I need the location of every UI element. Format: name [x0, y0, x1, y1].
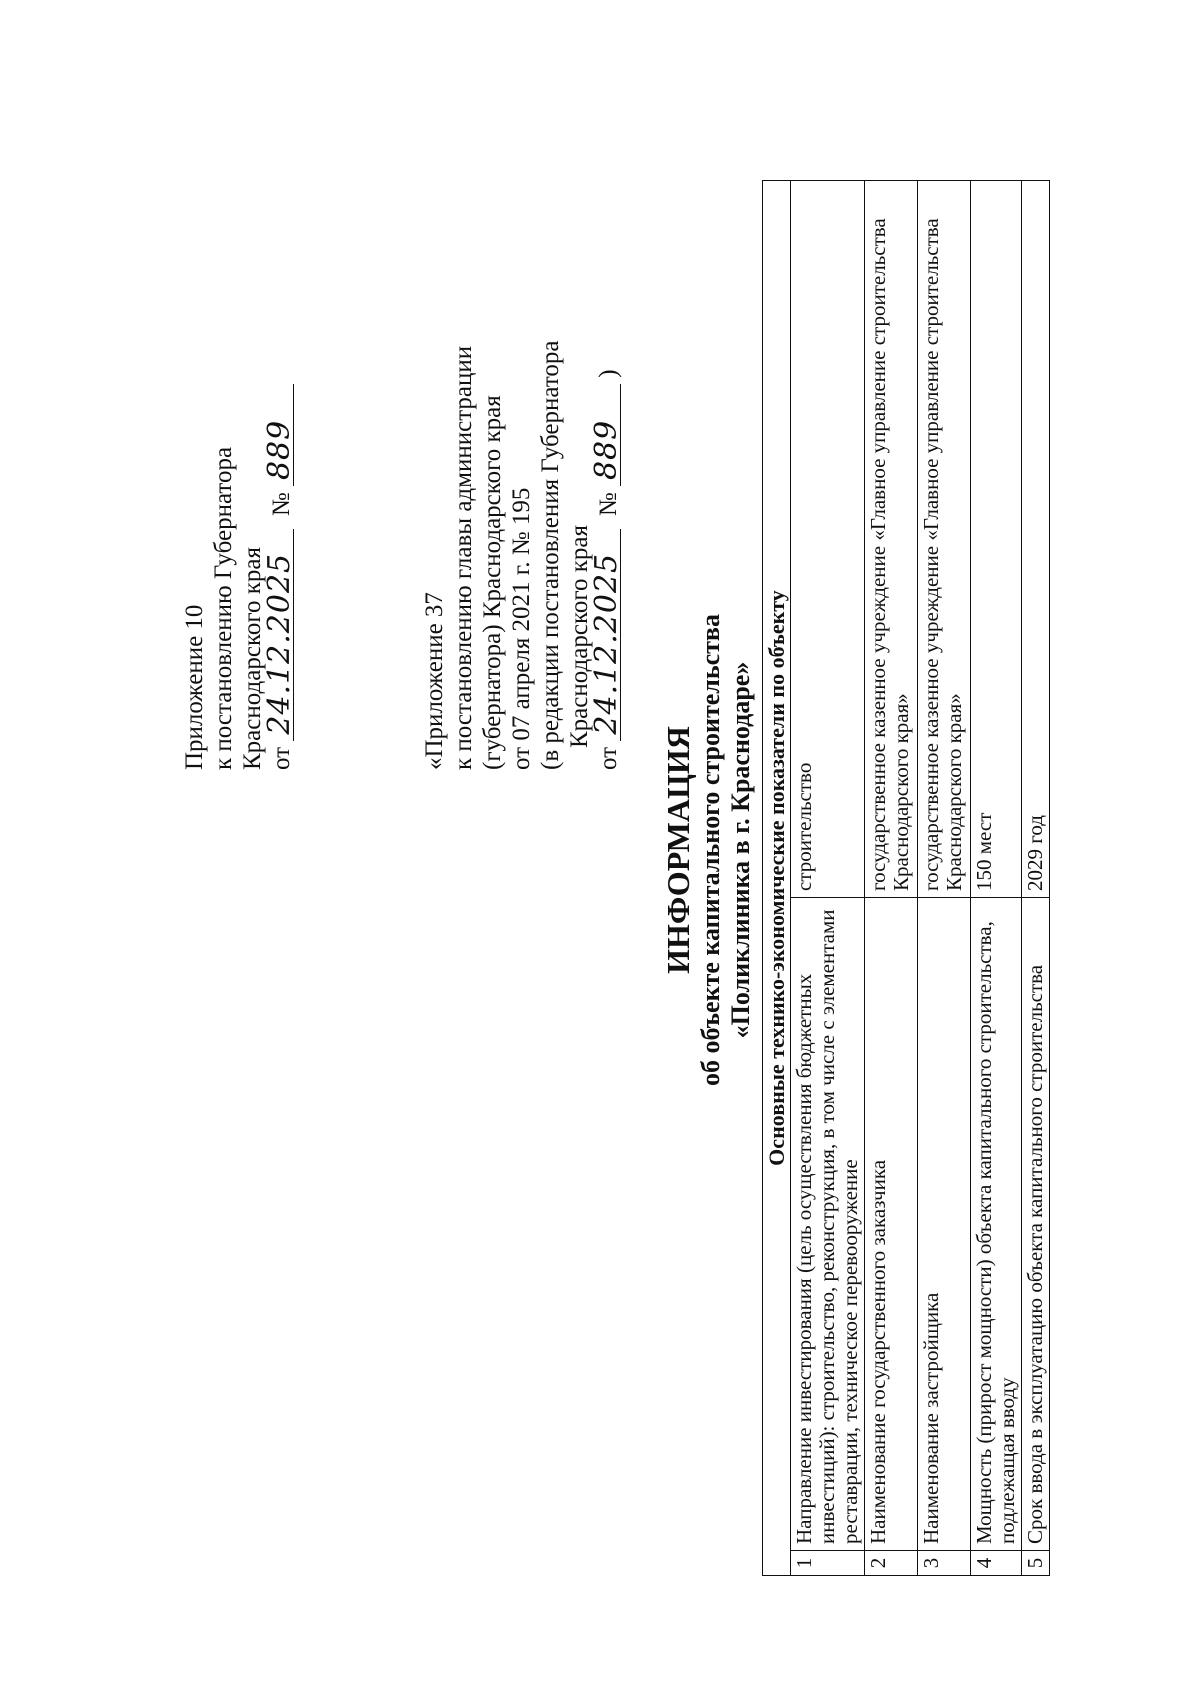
- handwritten-number: 889: [594, 384, 621, 486]
- appendix-title: «Приложение 37: [421, 592, 448, 770]
- title-object-name: «Поликлиника в г. Краснодаре»: [726, 661, 755, 1039]
- table-row: [918, 181, 971, 1576]
- appendix-line: к постановлению Губернатора: [210, 446, 237, 770]
- table-row: [1022, 181, 1050, 1576]
- row-number: 3: [918, 1551, 971, 1576]
- appendix-current-block: [180, 384, 296, 770]
- row-number: 2: [865, 1551, 918, 1576]
- table-row: [865, 181, 918, 1576]
- from-prefix: от: [595, 746, 622, 770]
- row-number: 4: [971, 1551, 1022, 1576]
- row-label: Срок ввода в эксплуатацию объекта капитального строительства: [1022, 898, 1050, 1551]
- table-header-row: [763, 181, 791, 1576]
- handwritten-date: 24.12.2025: [267, 529, 294, 741]
- title-heading: ИНФОРМАЦИЯ: [660, 726, 696, 974]
- appendix-original-block: [420, 340, 623, 770]
- number-prefix: №: [595, 492, 622, 517]
- appendix-title: Приложение 10: [181, 604, 208, 770]
- appendix-line: от 07 апреля 2021 г. № 195: [508, 487, 535, 770]
- appendix-line: к постановлению главы администрации: [450, 345, 477, 770]
- number-prefix: №: [268, 492, 295, 517]
- table-row: [791, 181, 865, 1576]
- handwritten-number: 889: [267, 384, 294, 486]
- row-label: Направление инвестирования (цель осуществления бюджетных инвестиций): строительство, реконструкция, в том числе с элементами реставрации, техническое перевооружение: [791, 898, 865, 1551]
- table-row: [971, 181, 1022, 1576]
- document-page: [40, 50, 1140, 1650]
- row-value: 150 мест: [971, 181, 1022, 898]
- appendix-line: Краснодарского края: [239, 547, 266, 770]
- row-label: Наименование государственного заказчика: [865, 898, 918, 1551]
- row-value: государственное казенное учреждение «Главное управление строительства Краснодарского края»: [918, 181, 971, 898]
- indicators-table: [762, 180, 1050, 1576]
- row-number: 1: [791, 1551, 865, 1576]
- row-value: строительство: [791, 181, 865, 898]
- appendix-date-line: [262, 384, 297, 770]
- title-subtitle: об объекте капитального строительства: [696, 614, 725, 1086]
- handwritten-date: 24.12.2025: [594, 529, 621, 741]
- appendix-date-line: [589, 340, 624, 770]
- row-value: государственное казенное учреждение «Главное управление строительства Краснодарского края»: [865, 181, 918, 898]
- appendix-line: (в редакции постановления Губернатора: [537, 340, 564, 770]
- appendix-line: Краснодарского края: [566, 525, 593, 748]
- row-number: 5: [1022, 1551, 1050, 1576]
- row-label: Мощность (прирост мощности) объекта капитального строительства, подлежащая вводу: [971, 898, 1022, 1551]
- table-header: Основные технико-экономические показатели по объекту: [763, 181, 791, 1576]
- from-prefix: от: [268, 746, 295, 770]
- document-title: [660, 50, 756, 1650]
- row-value: 2029 год: [1022, 181, 1050, 898]
- row-label: Наименование застройщика: [918, 898, 971, 1551]
- appendix-line: (губернатора) Краснодарского края: [479, 395, 506, 770]
- closing-paren: ): [595, 369, 622, 378]
